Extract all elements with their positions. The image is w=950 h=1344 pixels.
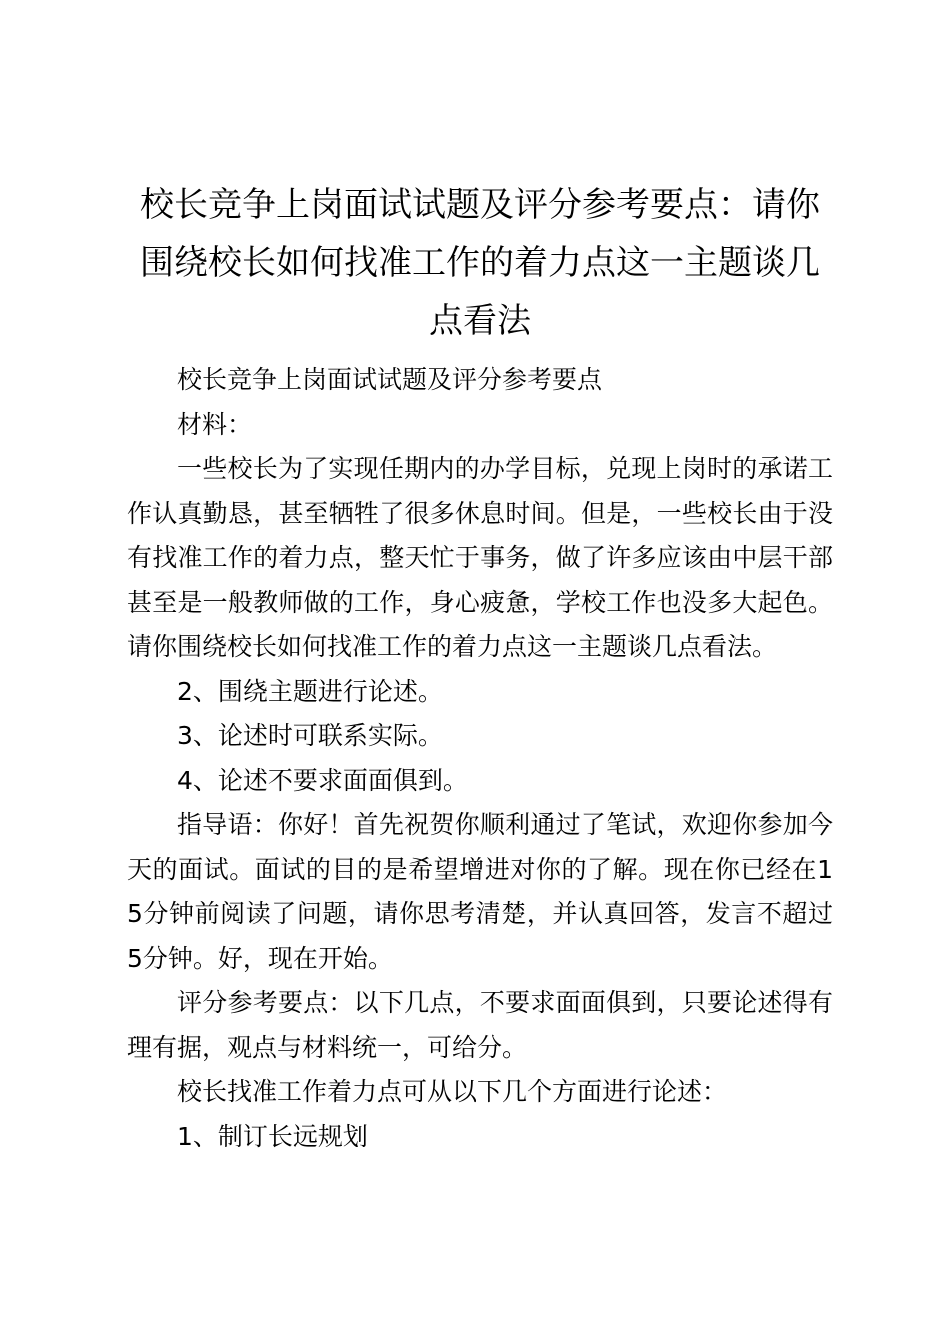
requirement-item-3: 3、论述时可联系实际。 (177, 721, 443, 750)
aspects-intro-paragraph: 校长找准工作着力点可从以下几个方面进行论述： (177, 1077, 728, 1106)
scoring-paragraph: 评分参考要点：以下几点，不要求面面俱到，只要论述得有理有据，观点与材料统一，可给分。 (127, 988, 833, 1062)
requirement-item-2: 2、围绕主题进行论述。 (177, 676, 443, 706)
subtitle-paragraph: 校长竞争上岗面试试题及评分参考要点 (177, 365, 603, 394)
document-body (127, 358, 833, 1159)
material-paragraph: 一些校长为了实现任期内的办学目标，兑现上岗时的承诺工作认真勤恳，甚至牺牲了很多休息时间。但是，一些校长由于没有找准工作的着力点，整天忙于事务，做了许多应该由中层干部甚至是一般教师做的工作，身心疲惫，学校工作也没多大起色。请你围绕校长如何找准工作的着力点这一主题谈几点看法。 (127, 454, 833, 661)
material-label: 材料： (177, 409, 253, 439)
document-page (127, 176, 833, 1159)
guidance-paragraph: 指导语：你好！首先祝贺你顺利通过了笔试，欢迎你参加今天的面试。面试的目的是希望增进对你的了解。现在你已经在15分钟前阅读了问题，请你思考清楚，并认真回答，发言不超过5分钟。好，现在开始。 (127, 810, 833, 973)
document-title: 校长竞争上岗面试试题及评分参考要点：请你围绕校长如何找准工作的着力点这一主题谈几点看法 (140, 185, 820, 341)
requirement-item-4: 4、论述不要求面面俱到。 (177, 765, 468, 795)
aspect-item-1: 1、制订长远规划 (177, 1121, 368, 1151)
